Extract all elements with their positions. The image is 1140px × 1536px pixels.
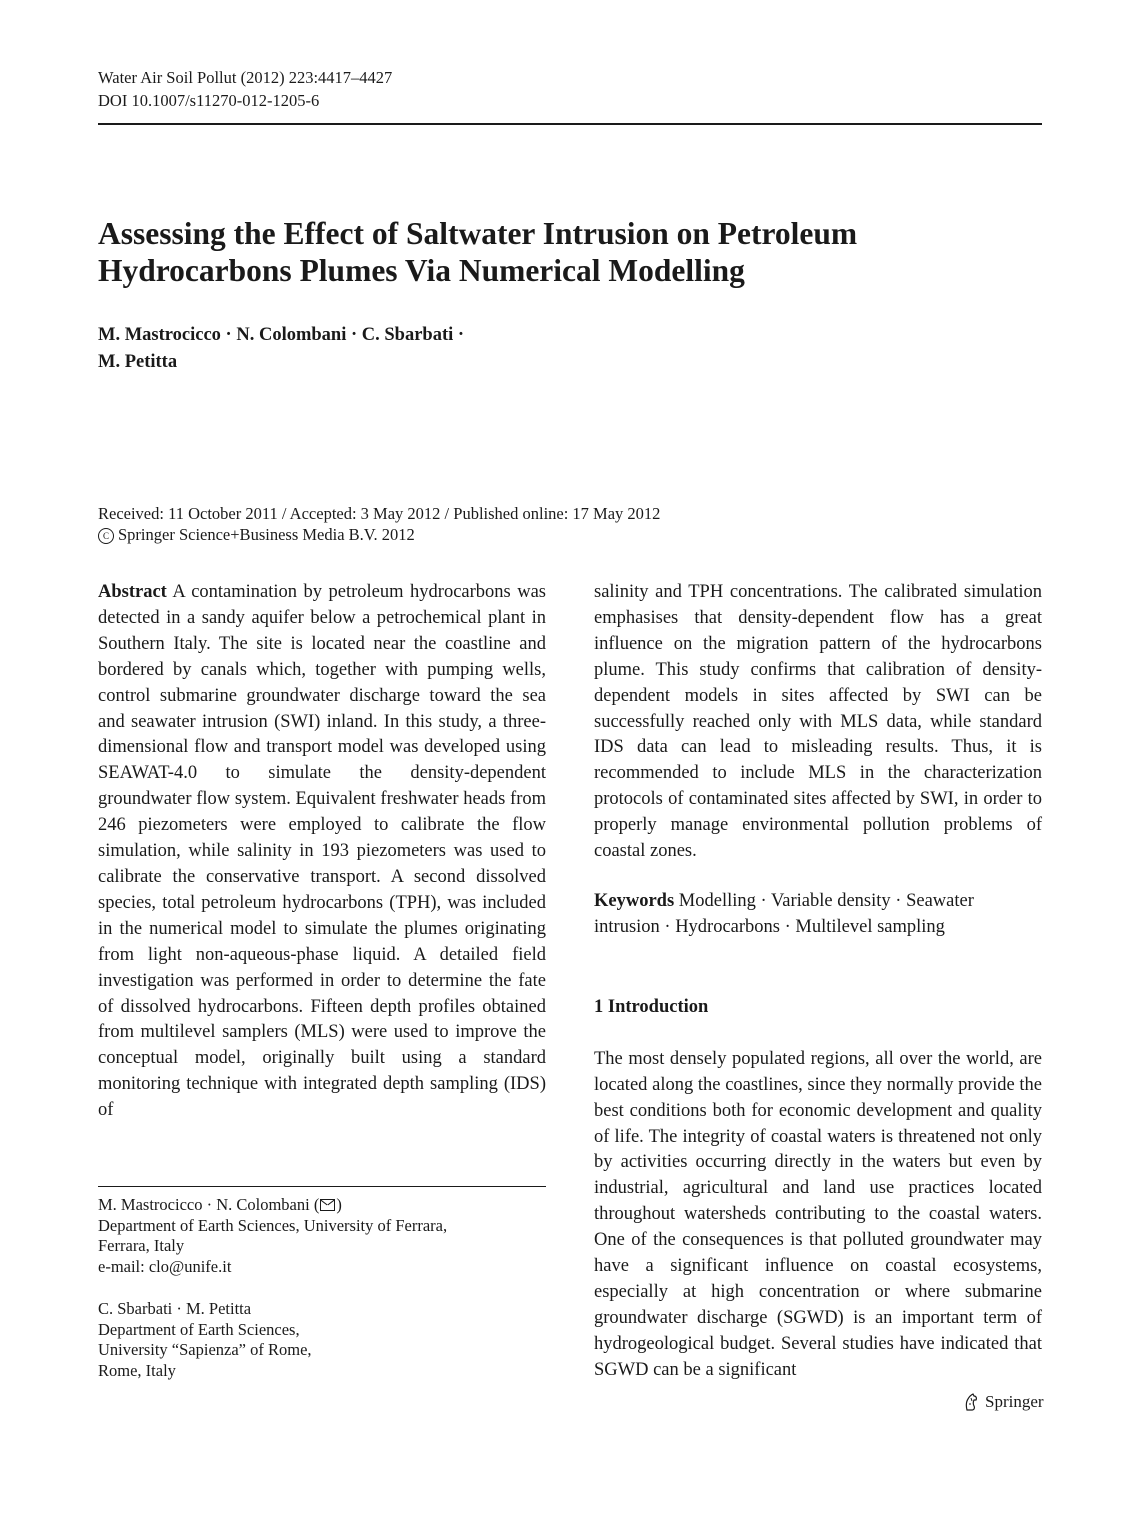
publication-dates [98,503,998,545]
affiliations [98,1195,546,1382]
section-heading-introduction: 1 Introduction [594,996,709,1017]
affiliation-1-authors: M. Mastrocicco · N. Colombani ( ) [98,1195,342,1214]
authors-line-1: M. Mastrocicco · N. Colombani · C. Sbarbati · [98,325,465,345]
abstract-paragraph [98,580,546,1124]
copyright-line [98,524,998,545]
affiliation-2-city: Rome, Italy [98,1360,176,1380]
authors-line-2: M. Petitta [98,352,178,372]
affiliation-1-city: Ferrara, Italy [98,1236,185,1256]
title-line-1: Assessing the Effect of Saltwater Intrusion on Petroleum [98,216,858,251]
affiliation-2-dept: Department of Earth Sciences, [98,1319,300,1339]
affiliation-rule [98,1186,546,1187]
abstract-label: Abstract [98,582,167,602]
affiliation-1-email[interactable]: e-mail: clo@unife.it [98,1257,232,1277]
header-rule [98,123,1042,125]
received-accepted-published: Received: 11 October 2011 / Accepted: 3 May 2012 / Published online: 17 May 2012 [98,504,661,523]
keywords-label: Keywords [594,890,675,911]
journal-doi: DOI 10.1007/s11270-012-1205-6 [98,91,320,110]
journal-info [98,66,392,112]
abstract-continuation: salinity and TPH concentrations. The calibrated simulation emphasises that density-dependent flow has a great influence on the migration pattern of the hydrocarbons plume. This study confirms that calibration of density-dependent models in sites affected by SWI can be successfully reached only with MLS data, while standard IDS data can lead to misleading results. Thus, it is recommended to include MLS in the characterization protocols of contaminated sites affected by SWI, in order to properly manage environmental pollution problems of coastal zones. [594,582,1042,862]
publisher-name: Springer [985,1392,1044,1411]
affiliation-2-univ: University “Sapienza” of Rome, [98,1340,312,1360]
left-column [98,580,546,1124]
envelope-icon [320,1199,335,1211]
keywords-text: Modelling · Variable density · Seawater intrusion · Hydrocarbons · Multilevel sampling [594,890,974,937]
copyright-text: Springer Science+Business Media B.V. 2012 [118,525,415,544]
author-list [98,322,698,376]
title-line-2: Hydrocarbons Plumes Via Numerical Modelling [98,253,745,288]
abstract-text-left: A contamination by petroleum hydrocarbons was detected in a sandy aquifer below a petrochemical plant in Southern Italy. The site is located near the coastline and bordered by canals which, together with pumping wells, control submarine groundwater discharge toward the sea and seawater intrusion (SWI) inland. In this study, a three-dimensional flow and transport model was developed using SEAWAT-4.0 to simulate the density-dependent groundwater flow system. Equivalent freshwater heads from 246 piezometers were employed to calibrate the flow simulation, while salinity in 193 piezometers was used to calibrate the conservative transport. A second dissolved species, total petroleum hydrocarbons (TPH), was included in the numerical model to simulate the plumes originating from light non-aqueous-phase liquid. A detailed field investigation was performed in order to determine the fate of dissolved hydrocarbons. Fifteen depth profiles obtained from multilevel samplers (MLS) were used to improve the conceptual model, originally built using a standard monitoring technique with integrated depth sampling (IDS) of [98,582,547,1121]
right-column [594,580,1042,1384]
paper-title [98,215,1042,289]
springer-horse-icon [962,1392,980,1412]
publisher-logo [962,1390,1046,1414]
affiliation-1-dept: Department of Earth Sciences, University of Ferrara, [98,1215,448,1235]
affiliation-2-authors: C. Sbarbati · M. Petitta [98,1298,252,1318]
keywords-paragraph [594,889,1042,941]
journal-citation: Water Air Soil Pollut (2012) 223:4417–4427 [98,68,393,87]
copyright-icon: C [98,528,114,544]
introduction-paragraph: The most densely populated regions, all over the world, are located along the coastlines, since they normally provide the best conditions both for economic development and quality of life. The integrity of coastal waters is threatened not only by activities occurring directly in the waters but even by industrial, agricultural and land use practices located throughout watersheds contributing to the coastal waters. One of the consequences is that polluted groundwater may have a significant influence on coastal ecosystems, especially at high concentration or where submarine groundwater discharge (SGWD) is an important term of hydrogeological budget. Several studies have indicated that SGWD can be a significant [594,1048,1042,1380]
